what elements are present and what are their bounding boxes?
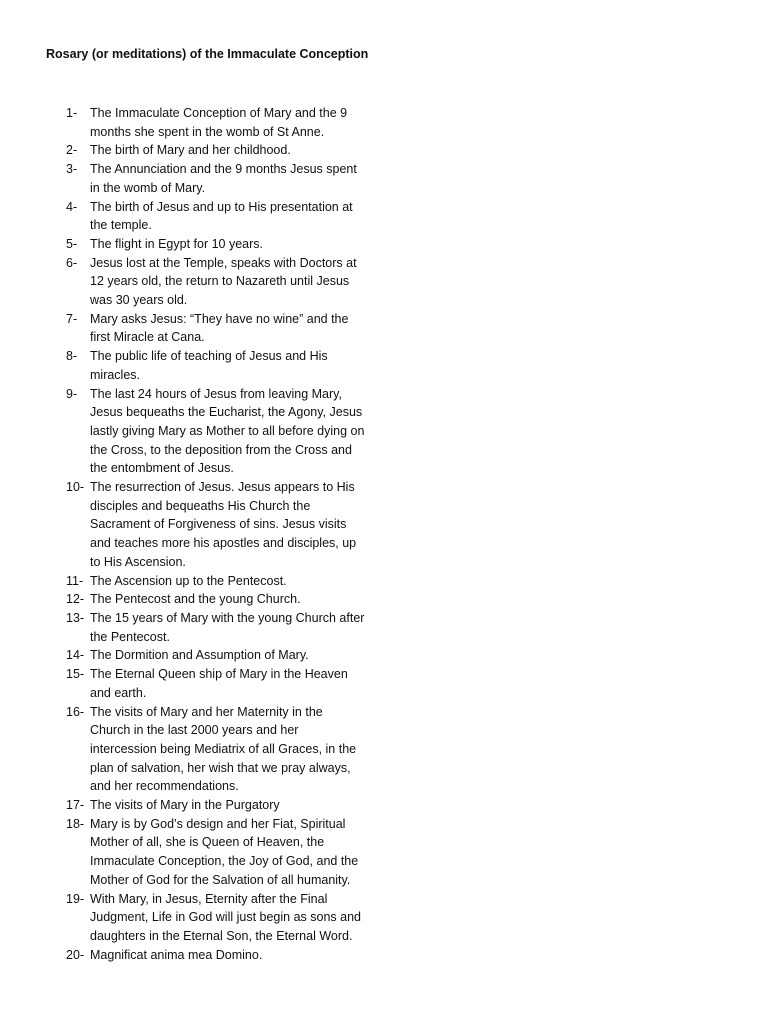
item-number: 18- <box>66 816 85 831</box>
list-item <box>66 141 366 160</box>
list-item <box>66 385 366 479</box>
item-text: The Dormition and Assumption of Mary. <box>90 648 309 663</box>
item-number: 19- <box>66 891 85 906</box>
item-number: 16- <box>66 704 85 719</box>
list-item <box>66 104 366 141</box>
list-item <box>66 310 366 347</box>
item-text: The last 24 hours of Jesus from leaving Mary, Jesus bequeaths the Eucharist, the Agony, Jesus lastly giving Mary as Mother to all before dying on the Cross, to the deposition from the Cross and the entombment of Jesus. <box>90 386 365 476</box>
item-number: 20- <box>66 947 85 962</box>
list-item <box>66 590 366 609</box>
item-text: The Annunciation and the 9 months Jesus spent in the womb of Mary. <box>90 162 357 195</box>
list-item <box>66 890 366 946</box>
item-number: 3- <box>66 162 78 177</box>
item-number: 12- <box>66 592 85 607</box>
list-item <box>66 815 366 890</box>
list-item <box>66 703 366 797</box>
item-text: The resurrection of Jesus. Jesus appears to His disciples and bequeaths His Church the Sacrament of Forgiveness of sins. Jesus visits and teaches more his apostles and disciples, up to His Ascension. <box>90 480 357 569</box>
list-item <box>66 796 366 815</box>
item-number: 7- <box>66 311 78 326</box>
meditation-list <box>66 104 366 964</box>
item-number: 15- <box>66 667 85 682</box>
item-number: 9- <box>66 386 78 401</box>
item-text: The Ascension up to the Pentecost. <box>90 573 287 588</box>
list-item <box>66 478 366 572</box>
item-number: 6- <box>66 255 78 270</box>
item-number: 17- <box>66 798 85 813</box>
item-text: Mary is by God’s design and her Fiat, Spiritual Mother of all, she is Queen of Heaven, the Immaculate Conception, the Joy of God, and the Mother of God for the Salvation of all humanity. <box>90 816 359 887</box>
item-text: The birth of Jesus and up to His presentation at the temple. <box>90 199 353 233</box>
list-item <box>66 347 366 384</box>
list-item <box>66 572 366 591</box>
item-text: The public life of teaching of Jesus and His miracles. <box>90 349 328 382</box>
item-number: 10- <box>66 480 85 495</box>
item-text: With Mary, in Jesus, Eternity after the Final Judgment, Life in God will just begin as sons and daughters in the Eternal Son, the Eternal Word. <box>90 891 361 943</box>
item-text: Magnificat anima mea Domino. <box>90 947 263 962</box>
item-text: The Eternal Queen ship of Mary in the Heaven and earth. <box>90 667 348 700</box>
list-item <box>66 609 366 646</box>
item-text: The Immaculate Conception of Mary and the 9 months she spent in the womb of St Anne. <box>90 106 348 139</box>
document-title: Rosary (or meditations) of the Immaculate Conception <box>46 47 369 61</box>
list-item <box>66 235 366 254</box>
item-number: 4- <box>66 199 78 214</box>
item-number: 2- <box>66 143 78 158</box>
list-item <box>66 254 366 310</box>
item-text: Mary asks Jesus: “They have no wine” and the first Miracle at Cana. <box>90 311 349 345</box>
item-number: 1- <box>66 106 78 120</box>
item-text: The 15 years of Mary with the young Church after the Pentecost. <box>90 610 365 644</box>
item-number: 5- <box>66 236 78 251</box>
list-item <box>66 946 366 965</box>
list-item <box>66 665 366 702</box>
item-text: The Pentecost and the young Church. <box>90 592 301 607</box>
list-item <box>66 160 366 197</box>
item-text: Jesus lost at the Temple, speaks with Doctors at 12 years old, the return to Nazareth until Jesus was 30 years old. <box>90 255 357 308</box>
item-number: 8- <box>66 349 78 364</box>
item-text: The visits of Mary in the Purgatory <box>90 798 280 813</box>
item-text: The visits of Mary and her Maternity in the Church in the last 2000 years and her intercession being Mediatrix of all Graces, in the plan of salvation, her wish that we pray always, and her recommendations. <box>90 704 357 794</box>
item-text: The birth of Mary and her childhood. <box>90 143 291 158</box>
item-text: The flight in Egypt for 10 years. <box>90 236 264 251</box>
item-number: 13- <box>66 610 85 625</box>
item-number: 11- <box>66 573 84 588</box>
item-number: 14- <box>66 648 85 663</box>
list-item <box>66 646 366 665</box>
list-item <box>66 198 366 235</box>
